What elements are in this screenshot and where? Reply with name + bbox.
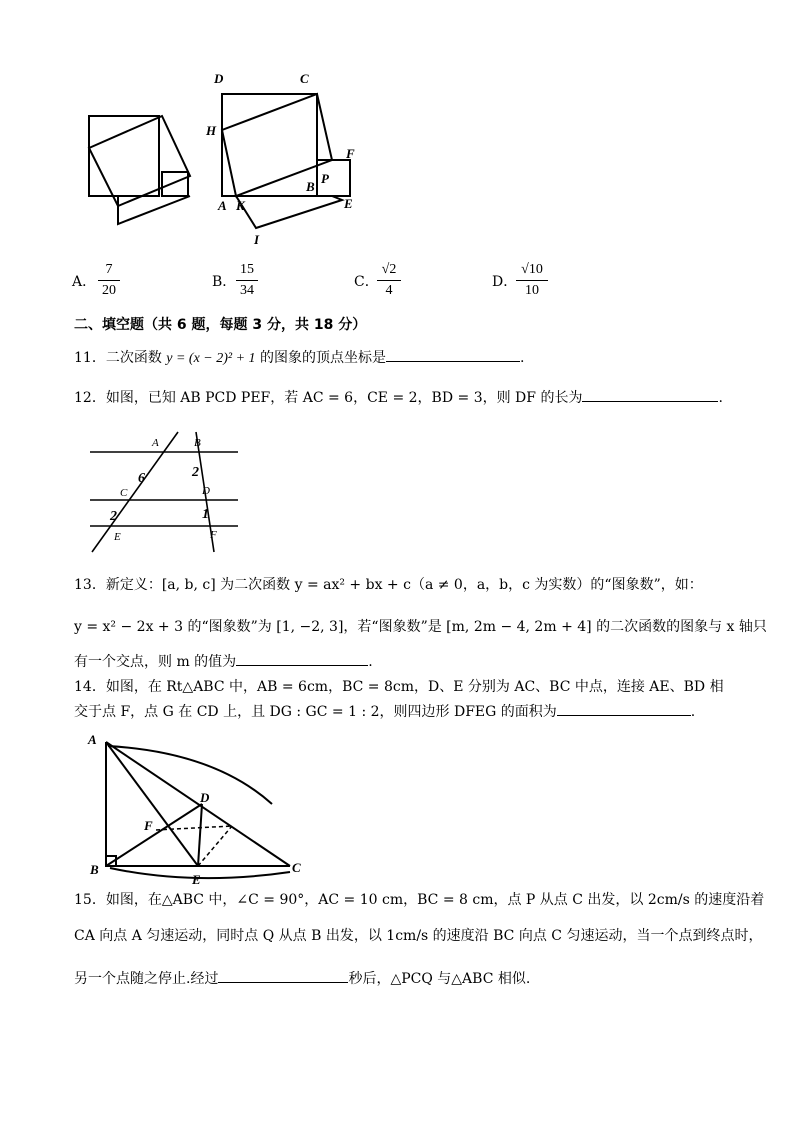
left-square [89, 116, 159, 196]
section-heading: 二、填空题（共 6 题，每题 3 分，共 18 分） [74, 317, 367, 333]
q13-text: 有一个交点，则 m 的值为 [74, 654, 237, 670]
option-c-letter: C． [354, 274, 379, 290]
answer-blank-13[interactable] [236, 651, 368, 666]
label-D: D [202, 485, 210, 497]
label-D: D [214, 71, 224, 86]
left-small-square [162, 172, 188, 196]
arc-top [108, 746, 272, 804]
label-B: B [194, 437, 201, 449]
label-C: C [292, 860, 301, 875]
left-tilted-square [89, 116, 190, 206]
option-c-fraction: √2 4 [377, 262, 401, 299]
question-14-line2 [74, 701, 695, 722]
option-b-letter: B． [212, 274, 237, 290]
segment-BD [106, 804, 202, 866]
answer-blank-15[interactable] [218, 968, 348, 983]
label-K: K [236, 198, 245, 213]
label-B: B [90, 862, 99, 877]
segment-DE [198, 804, 202, 866]
q12-end: . [718, 390, 723, 406]
label-H: H [206, 123, 217, 138]
label-F: F [346, 146, 355, 161]
label-C: C [300, 71, 309, 86]
answer-blank-11[interactable] [386, 347, 520, 362]
label-P: P [321, 171, 329, 186]
label-F: F [144, 818, 153, 833]
label-F: F [210, 529, 217, 541]
question-13-line1: 13．新定义：[a, b, c] 为二次函数 y = ax² + bx + c（a ≠ 0，a，b，c 为实数）的“图象数”，如： [74, 577, 703, 593]
option-a-letter: A． [72, 274, 97, 290]
label-C: C [120, 487, 128, 499]
transversal-left [92, 432, 178, 552]
option-d-fraction: √10 10 [516, 262, 548, 299]
dashed-EG [198, 826, 232, 866]
question-14-line1: 14．如图，在 Rt△ABC 中，AB = 6cm，BC = 8cm，D、E 分别为 AC、BC 中点，连接 AE、BD 相 [74, 679, 724, 695]
label-E: E [192, 872, 201, 886]
label-A: A [152, 437, 159, 449]
q11-expression: y = (x − 2)² + 1 [166, 351, 256, 366]
mark-2-left: 2 [110, 509, 117, 524]
answer-blank-12[interactable] [582, 387, 718, 402]
question-15-line1: 15．如图，在△ABC 中，∠C = 90°，AC = 10 cm，BC = 8 cm，点 P 从点 C 出发，以 2cm/s 的速度沿着 [74, 892, 765, 908]
mark-2-right: 2 [192, 465, 199, 480]
q14-end: . [690, 704, 696, 720]
figure-q14 [84, 726, 320, 886]
question-15-line3 [74, 968, 530, 989]
label-A: A [218, 198, 227, 213]
q15-text: 另一个点随之停止.经过 [74, 971, 219, 987]
question-13-line3 [74, 651, 373, 672]
q13-end: . [368, 654, 373, 670]
segment-AE [106, 742, 198, 866]
answer-blank-14[interactable] [557, 701, 691, 716]
tilted-square [222, 94, 332, 196]
label-D: D [200, 790, 210, 805]
q11-suffix: 的图象的顶点坐标是 [255, 350, 387, 366]
label-A: A [88, 732, 97, 747]
label-E: E [344, 196, 353, 211]
option-b-fraction: 15 34 [236, 262, 258, 299]
q15-text-end: 秒后，△PCQ 与△ABC 相似. [348, 971, 531, 987]
q11-prefix: 11．二次函数 [74, 350, 167, 366]
left-bottom-rect [118, 196, 190, 224]
bottom-square [236, 196, 342, 228]
label-E: E [114, 531, 121, 543]
option-d-letter: D． [492, 274, 518, 290]
figure-q12 [86, 428, 246, 556]
q14-text: 交于点 F，点 G 在 CD 上，且 DG : GC = 1 : 2，则四边形 DFEG 的面积为 [74, 704, 557, 720]
label-I: I [254, 232, 260, 247]
mark-1: 1 [202, 507, 209, 522]
q11-end: . [520, 350, 525, 366]
question-11 [74, 347, 524, 369]
figure-q10 [80, 66, 370, 252]
q12-text: 12．如图，已知 AB PCD PEF，若 AC = 6，CE = 2，BD = 3，则 DF 的长为 [74, 390, 583, 406]
question-12 [74, 387, 723, 408]
question-13-line2: y = x² − 2x + 3 的“图象数”为 [1, −2, 3]，若“图象数”是 [m, 2m − 4, 2m + 4] 的二次函数的图象与 x 轴只 [74, 619, 767, 635]
big-square [222, 94, 317, 196]
mark-6: 6 [138, 471, 145, 486]
option-a-fraction: 7 20 [98, 262, 120, 299]
question-15-line2: CA 向点 A 匀速运动，同时点 Q 从点 B 出发，以 1cm/s 的速度沿 BC 向点 C 匀速运动，当一个点到终点时， [74, 928, 763, 944]
label-B: B [306, 179, 315, 194]
